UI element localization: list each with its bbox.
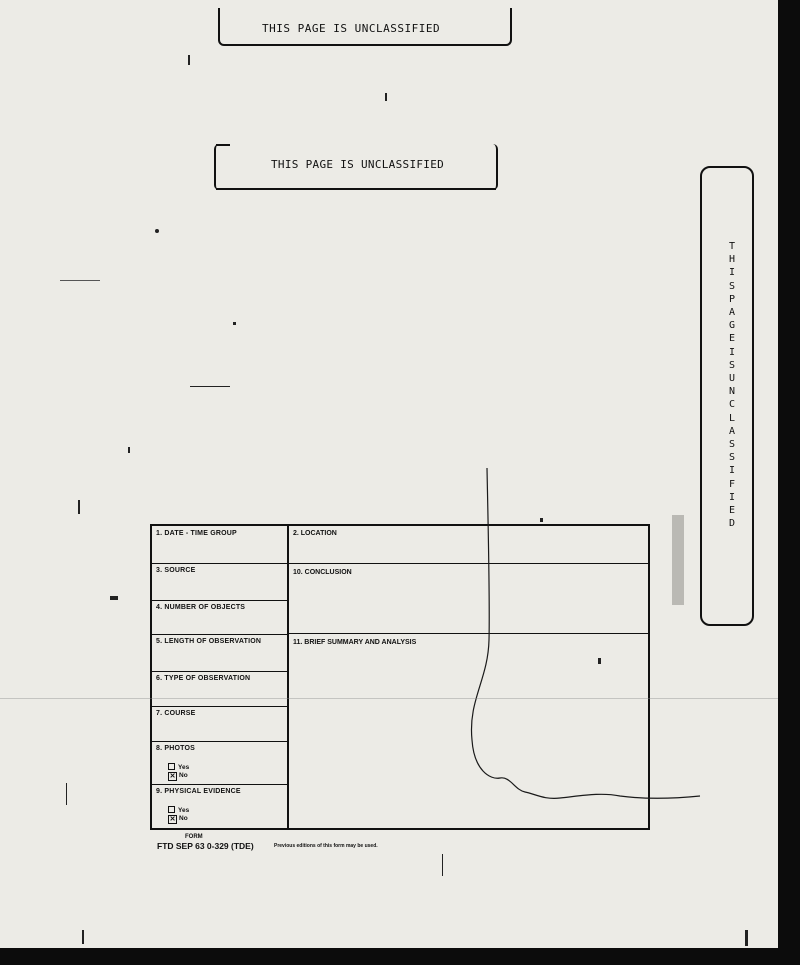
scan-bottom-border	[0, 948, 800, 965]
form-label: FORM	[185, 834, 203, 840]
middle-classification-stamp: THIS PAGE IS UNCLASSIFIED	[271, 158, 445, 171]
number-of-objects-label: 4. NUMBER OF OBJECTS	[156, 604, 246, 611]
type-of-observation-label: 6. TYPE OF OBSERVATION	[156, 675, 251, 682]
physical-evidence-label: 9. PHYSICAL EVIDENCE	[156, 788, 241, 795]
evidence-no-label: No	[179, 815, 188, 822]
side-classification-stamp: THIS PAGE IS UNCLASSIFIED	[728, 241, 742, 530]
checkbox-checked-icon: ✕	[169, 816, 176, 823]
form-edition-note: Previous editions of this form may be used.	[274, 843, 378, 849]
conclusion-label: 10. CONCLUSION	[293, 569, 352, 576]
source-label: 3. SOURCE	[156, 567, 196, 574]
top-classification-stamp: THIS PAGE IS UNCLASSIFIED	[262, 22, 441, 35]
checkbox-checked-icon: ✕	[169, 773, 176, 780]
photos-yes-label: Yes	[178, 764, 190, 771]
scan-right-border	[778, 0, 800, 965]
photos-label: 8. PHOTOS	[156, 745, 196, 752]
course-label: 7. COURSE	[156, 710, 196, 717]
brief-summary-label: 11. BRIEF SUMMARY AND ANALYSIS	[293, 639, 417, 646]
form-series-number: FTD SEP 63 0-329 (TDE)	[157, 841, 254, 851]
photos-no-label: No	[179, 772, 188, 779]
date-time-group-label: 1. DATE - TIME GROUP	[156, 530, 237, 537]
evidence-yes-label: Yes	[178, 807, 190, 814]
location-label: 2. LOCATION	[293, 530, 337, 537]
length-of-observation-label: 5. LENGTH OF OBSERVATION	[156, 638, 262, 645]
